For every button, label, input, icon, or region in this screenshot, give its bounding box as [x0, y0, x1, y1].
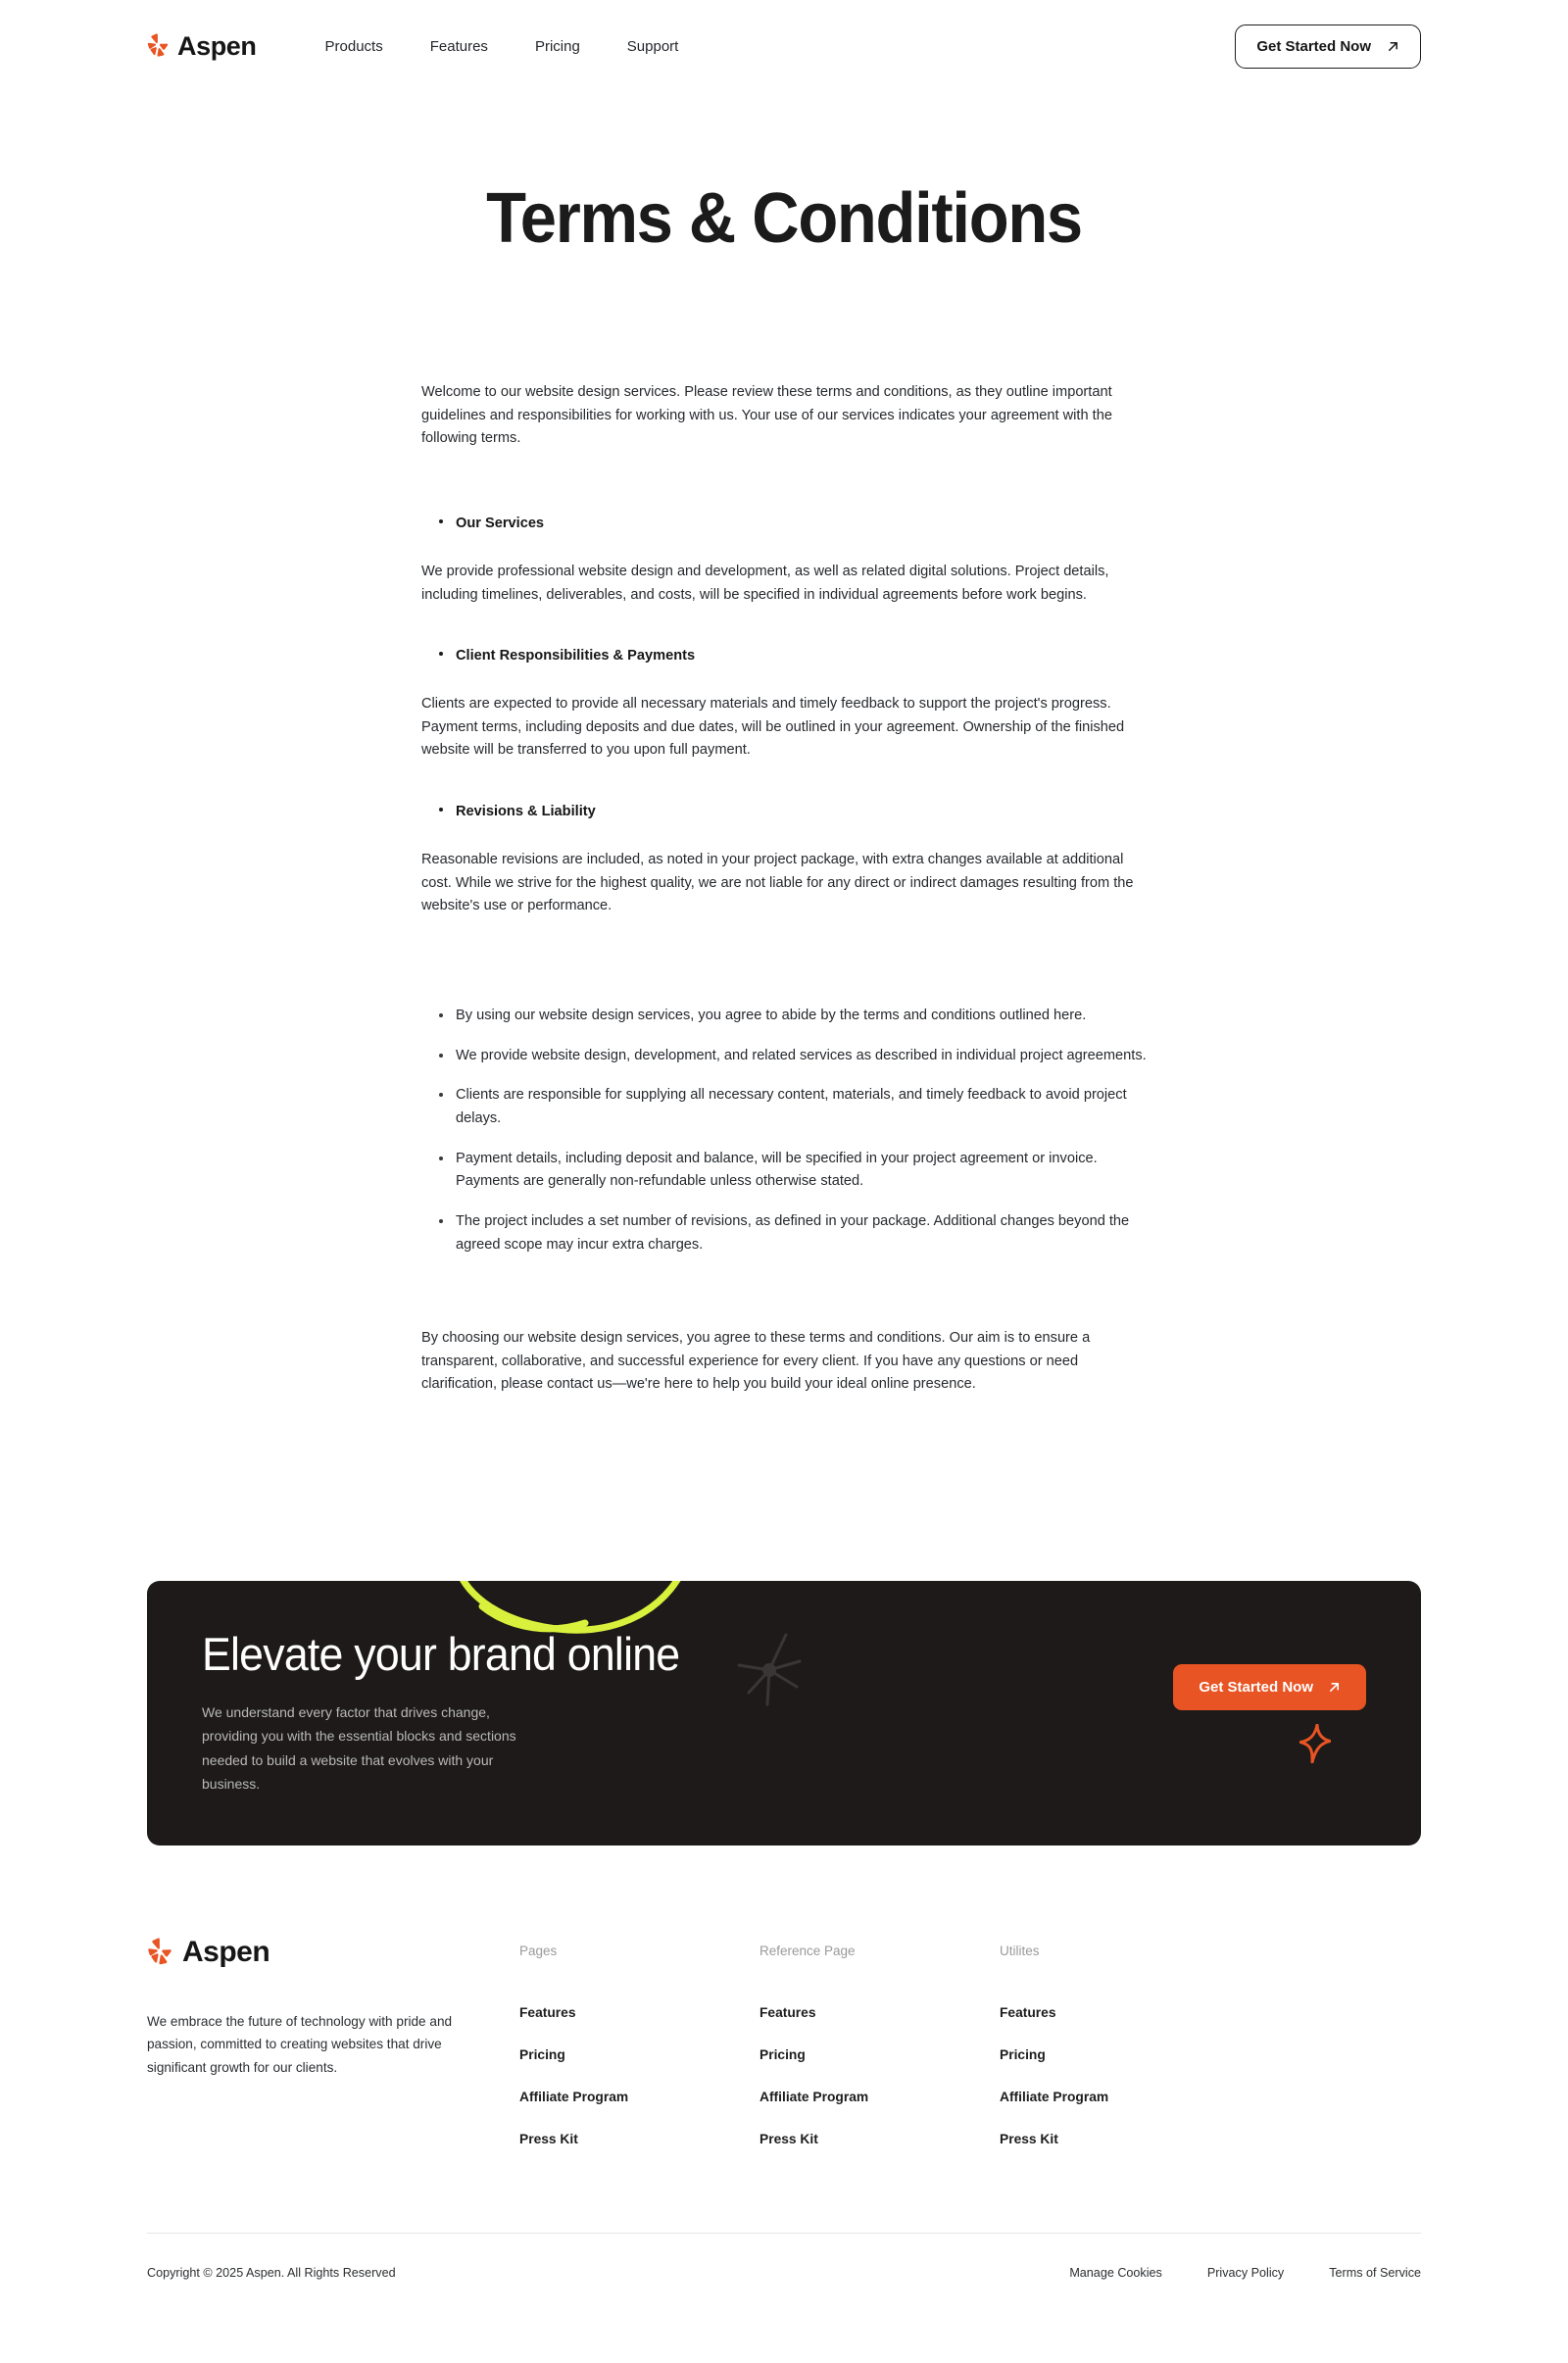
footer-link-affiliate-program[interactable]: Affiliate Program	[760, 2090, 869, 2105]
aspen-flower-icon	[147, 1938, 172, 1967]
section-heading	[421, 648, 1147, 664]
bullet-dot-icon	[439, 1219, 443, 1223]
list-item	[421, 1148, 1147, 1194]
bullet-dot-icon	[439, 1157, 443, 1160]
header-cta-label: Get Started Now	[1256, 37, 1371, 55]
brand-name: Aspen	[177, 30, 257, 61]
asterisk-starburst-icon	[735, 1632, 804, 1708]
arrow-up-right-icon	[1328, 1681, 1341, 1694]
footer-link-pricing[interactable]: Pricing	[519, 2047, 565, 2063]
footer-legal-links	[1069, 2266, 1421, 2280]
nav-item-features[interactable]: Features	[429, 37, 488, 55]
footer-link-pricing[interactable]: Pricing	[760, 2047, 806, 2063]
header-get-started-button[interactable]	[1235, 25, 1421, 69]
footer-link-pricing[interactable]: Pricing	[1000, 2047, 1046, 2063]
section-heading	[421, 516, 1147, 531]
footer-column-heading: Pages	[519, 1944, 558, 1959]
footer-link-press-kit[interactable]: Press Kit	[519, 2132, 578, 2147]
section-title: Revisions & Liability	[456, 804, 596, 820]
footer-brand-name: Aspen	[182, 1936, 270, 1969]
bullet-dot-icon	[439, 808, 443, 812]
footer-link-features[interactable]: Features	[519, 2005, 576, 2021]
footer-link-press-kit[interactable]: Press Kit	[1000, 2132, 1058, 2147]
four-point-sparkle-icon	[1299, 1724, 1331, 1763]
list-item	[421, 1084, 1147, 1130]
footer-blurb: We embrace the future of technology with pride and passion, committed to creating websites that drive significant growth for our clients.	[147, 2014, 453, 2075]
copyright-text: Copyright © 2025 Aspen. All Rights Reserved	[147, 2266, 396, 2281]
footer-column-pages	[519, 1936, 760, 2146]
footer-link-affiliate-program[interactable]: Affiliate Program	[519, 2090, 629, 2105]
footer-column-heading: Utilites	[1000, 1944, 1040, 1959]
cta-get-started-button[interactable]	[1173, 1664, 1366, 1710]
aspen-flower-icon	[147, 33, 169, 59]
section-our-services	[421, 516, 1147, 607]
list-item	[421, 1005, 1147, 1028]
cta-section	[0, 1581, 1568, 1846]
nav-item-pricing[interactable]: Pricing	[534, 37, 580, 55]
list-item-text: By using our website design services, you agree to abide by the terms and conditions outlined here.	[456, 1008, 1087, 1024]
section-revisions-liability	[421, 804, 1147, 918]
bullet-dot-icon	[439, 519, 443, 523]
section-client-responsibilities	[421, 648, 1147, 763]
main-navigation	[302, 30, 703, 63]
footer-link-privacy-policy[interactable]: Privacy Policy	[1206, 2266, 1285, 2281]
legal-content	[421, 254, 1147, 1397]
intro-paragraph: Welcome to our website design services. Please review these terms and conditions, as they outline important guidelines and responsibilities for working with us. Your use of our services indicates your agreement with the following terms.	[421, 384, 1112, 447]
site-footer	[0, 1936, 1568, 2319]
section-heading	[421, 804, 1147, 819]
footer-link-press-kit[interactable]: Press Kit	[760, 2132, 818, 2147]
list-item	[421, 1045, 1147, 1068]
bullet-dot-icon	[439, 1093, 443, 1097]
page-title: Terms & Conditions	[486, 179, 1082, 258]
cta-action-group	[1173, 1664, 1421, 1763]
section-body: Clients are expected to provide all necessary materials and timely feedback to support the project's progress. Payment terms, including deposits and due dates, will be outlined in your agreement. Ownership of the finished website will be transferred to you upon full payment.	[421, 696, 1125, 759]
footer-column-heading: Reference Page	[760, 1944, 856, 1959]
list-item	[421, 1210, 1147, 1256]
footer-link-affiliate-program[interactable]: Affiliate Program	[1000, 2090, 1109, 2105]
list-item-text: We provide website design, development, and related services as described in individual project agreements.	[456, 1047, 1147, 1063]
section-body: We provide professional website design and development, as well as related digital solutions. Project details, including timelines, deliverables, and costs, will be specified in individual agreements before work begins.	[421, 563, 1109, 603]
list-item-text: Payment details, including deposit and balance, will be specified in your project agreement or invoice. Payments are generally non-refundable unless otherwise stated.	[456, 1150, 1098, 1190]
cta-subtitle: We understand every factor that drives change, providing you with the essential blocks and sections needed to build a website that evolves with your business.	[202, 1703, 516, 1793]
section-title: Our Services	[456, 515, 545, 531]
cta-button-label: Get Started Now	[1199, 1678, 1313, 1696]
site-header	[0, 0, 1568, 92]
footer-column-reference-page	[760, 1936, 1000, 2146]
footer-column-utilites	[1000, 1936, 1240, 2146]
arrow-up-right-icon	[1387, 40, 1399, 53]
brand-logo[interactable]	[147, 31, 257, 62]
nav-item-products[interactable]: Products	[324, 37, 383, 55]
bullet-dot-icon	[439, 1013, 443, 1017]
footer-link-features[interactable]: Features	[760, 2005, 816, 2021]
terms-checklist	[421, 1005, 1147, 1256]
section-title: Client Responsibilities & Payments	[456, 648, 696, 665]
cta-banner	[147, 1581, 1421, 1846]
footer-grid	[147, 1936, 1421, 2233]
section-body: Reasonable revisions are included, as noted in your project package, with extra changes available at additional cost. While we strive for the highest quality, we are not liable for any direct or indirect damages resulting from the website's use or performance.	[421, 852, 1134, 914]
cta-title: Elevate your brand online	[202, 1628, 680, 1681]
footer-link-features[interactable]: Features	[1000, 2005, 1056, 2021]
footer-link-terms-of-service[interactable]: Terms of Service	[1329, 2266, 1421, 2281]
list-item-text: Clients are responsible for supplying all necessary content, materials, and timely feedback to avoid project delays.	[456, 1087, 1127, 1126]
list-item-text: The project includes a set number of revisions, as defined in your package. Additional changes beyond the agreed scope may incur extra charges.	[456, 1212, 1130, 1253]
footer-brand-column	[147, 1936, 519, 2079]
footer-link-manage-cookies[interactable]: Manage Cookies	[1069, 2266, 1162, 2281]
closing-paragraph: By choosing our website design services, you agree to these terms and conditions. Our aim is to ensure a transparent, collaborative, and successful experience for every client. If you have any questions or need clarification, please contact us—we're here to help you build your ideal online presence.	[421, 1330, 1091, 1393]
bullet-dot-icon	[439, 652, 443, 656]
footer-logo[interactable]	[147, 1936, 519, 1969]
cta-text-group	[147, 1630, 705, 1796]
footer-bottom-bar	[147, 2234, 1421, 2319]
nav-item-support[interactable]: Support	[626, 37, 679, 55]
bullet-dot-icon	[439, 1054, 443, 1058]
